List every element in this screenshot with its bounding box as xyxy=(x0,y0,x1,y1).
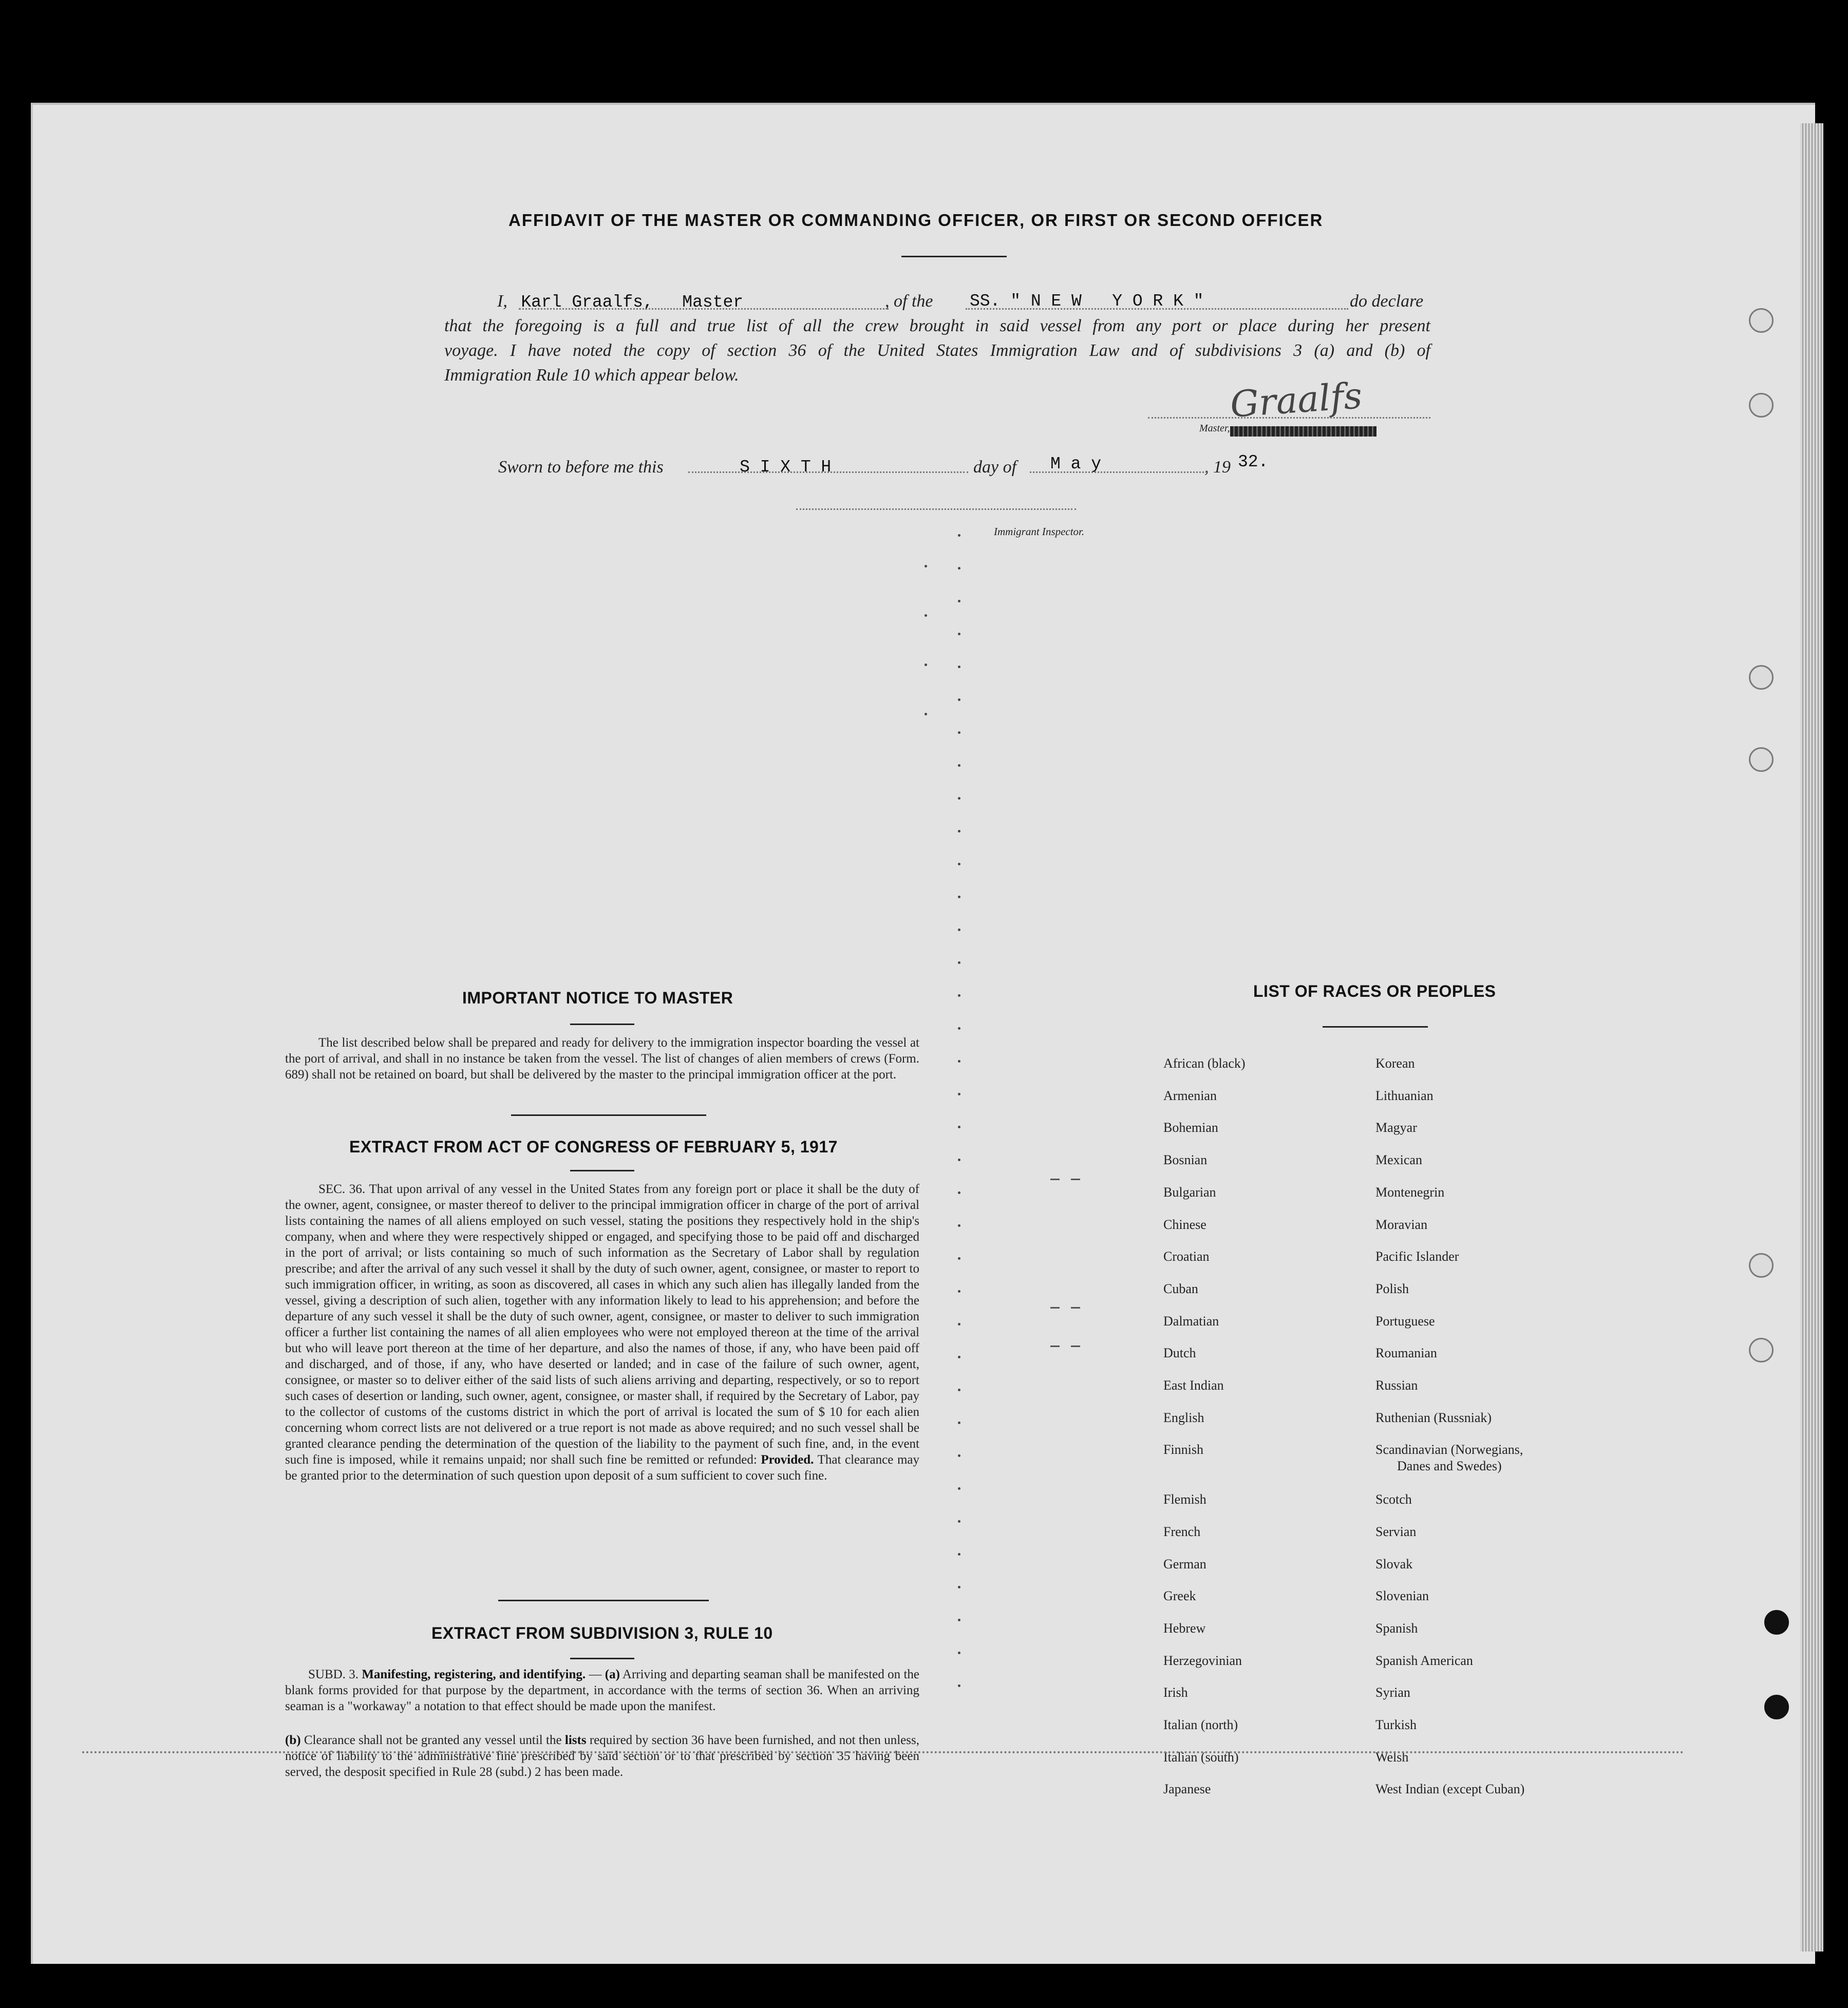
of-the-label: , of the xyxy=(885,292,933,311)
race-item: French xyxy=(1163,1524,1201,1539)
race-item: Cuban xyxy=(1163,1281,1198,1296)
race-item: Dalmatian xyxy=(1163,1313,1219,1329)
signature-caption: Master, xyxy=(1199,423,1230,434)
race-item: Scotch xyxy=(1375,1492,1412,1507)
race-item: English xyxy=(1163,1410,1204,1425)
year-prefix: , 19 xyxy=(1204,458,1231,477)
year-value: 32. xyxy=(1238,452,1269,471)
race-item: Chinese xyxy=(1163,1217,1206,1232)
act-body-end: That clearance may be granted prior to the determination of such question upon deposit of a sum sufficient to cover such fine. xyxy=(285,1453,919,1483)
race-item: Pacific Islander xyxy=(1375,1249,1459,1264)
crease-dot xyxy=(958,1323,960,1325)
subd-b-lists: lists xyxy=(564,1733,587,1747)
race-item: Mexican xyxy=(1375,1152,1422,1168)
day-value: S I X T H xyxy=(740,458,832,477)
act-divider xyxy=(498,1600,709,1601)
crease-dot xyxy=(958,896,960,898)
race-item: Slovak xyxy=(1375,1556,1413,1571)
crease-dash xyxy=(1071,1179,1080,1180)
month-value: M a y xyxy=(1050,454,1102,473)
races-title: LIST OF RACES OR PEOPLES xyxy=(1253,982,1496,1000)
race-item: Ruthenian (Russniak) xyxy=(1375,1410,1492,1425)
binder-hole xyxy=(1749,1338,1774,1362)
race-item: Turkish xyxy=(1375,1717,1417,1732)
signature-line xyxy=(1148,417,1430,419)
binder-hole xyxy=(1764,1610,1789,1635)
crease-dot xyxy=(958,1586,960,1588)
race-item: Montenegrin xyxy=(1375,1184,1445,1200)
inspector-caption: Immigrant Inspector. xyxy=(994,525,1085,538)
crease-dot xyxy=(958,633,960,635)
race-item: Finnish xyxy=(1163,1442,1204,1457)
crease-dot xyxy=(925,664,927,666)
act-body: SEC. 36. That upon arrival of any vessel in the United States from any foreign port or place it shall be the duty of the owner, agent, consignee, or master thereof to deliver to the principal immigration officer in charge of the port of arrival lists containing the names of all aliens employed on such vessel, stating the positions they respectively hold in the ship's company, when and where they were respectively shipped or engaged, and specifying those to be paid off and discharged in the port of arrival; or lists containing so much of such information as the Secretary of Labor shall by regulation prescribe; and after the arrival of any such vessel it shall by the duty of such owner, agent, consignee, or master to report to such immigration officer, in writing, as soon as discovered, all cases in which any such alien has illegally landed from the vessel, giving a description of such alien, together with any information likely to lead to his apprehension; and before the departure of any such vessel it shall be the duty of such owner, agent, consignee, or master to deliver to such immigration officer a further list containing the names of all alien employees who were not employed thereon at the time of the arrival but who will leave port thereon at the time of her departure, and also the names of those, if any, who have been paid off and discharged, and of those, if any, who have deserted or landed; and in case of the failure of such owner, agent, consignee, or master so to deliver either of the said lists of such aliens arriving and departing, respectively, or so to report such cases of desertion or landing, such owner, agent, consignee, or master shall, if required by the Secretary of Labor, pay to the collector of customs of the customs district in which the port of arrival is located the sum of $ 10 for each alien concerning whom correct lists are not delivered or a true report is not made as above required; and no such vessel shall be granted clearance pending the determination of the question of the liability to the payment of such fine, and, in the event such fine is imposed, while it remains unpaid; nor shall such fine be remitted or refunded: xyxy=(285,1182,919,1467)
month-field-line xyxy=(1030,471,1207,473)
affidavit-title: AFFIDAVIT OF THE MASTER OR COMMANDING OFFICER, OR FIRST OR SECOND OFFICER xyxy=(508,211,1324,230)
crease-dot xyxy=(958,1356,960,1358)
inspector-signature-line xyxy=(796,508,1076,510)
day-of-label: day of xyxy=(973,458,1017,477)
binder-hole xyxy=(1749,747,1774,772)
race-item: Spanish American xyxy=(1375,1653,1473,1668)
race-item: Hebrew xyxy=(1163,1620,1206,1636)
crease-dot xyxy=(958,567,960,570)
crease-dot xyxy=(958,764,960,767)
race-item: Armenian xyxy=(1163,1088,1217,1103)
rule-text-b xyxy=(285,1732,919,1780)
crease-dot xyxy=(958,1159,960,1161)
bottom-dotted-fold xyxy=(82,1751,1685,1753)
race-item: Irish xyxy=(1163,1685,1188,1700)
race-item: Bulgarian xyxy=(1163,1184,1216,1200)
act-provided: Provided. xyxy=(761,1453,814,1467)
act-title: EXTRACT FROM ACT OF CONGRESS OF FEBRUARY 5, 1917 xyxy=(349,1138,838,1156)
crease-dot xyxy=(958,731,960,734)
race-item-continued: Danes and Swedes) xyxy=(1397,1458,1502,1474)
race-item: Dutch xyxy=(1163,1346,1196,1361)
crease-dash xyxy=(1071,1346,1080,1347)
binder-hole xyxy=(1749,308,1774,333)
crease-dot xyxy=(958,830,960,832)
subd-a-label: (a) xyxy=(605,1668,620,1681)
binder-hole xyxy=(1749,665,1774,690)
race-item: Syrian xyxy=(1375,1685,1410,1700)
vessel-field-line xyxy=(966,308,1348,310)
i-label: I, xyxy=(497,292,507,311)
race-item: African (black) xyxy=(1163,1056,1246,1071)
crease-dot xyxy=(958,1290,960,1293)
master-name: Karl Graalfs, xyxy=(521,293,653,312)
race-item: Greek xyxy=(1163,1588,1196,1604)
master-rank: Master xyxy=(682,293,744,312)
name-field-line xyxy=(519,308,889,310)
crease-dot xyxy=(925,614,927,617)
subd-label: SUBD. 3. xyxy=(308,1668,359,1681)
race-item: Polish xyxy=(1375,1281,1409,1296)
crease-dot xyxy=(958,1027,960,1030)
notice-title: IMPORTANT NOTICE TO MASTER xyxy=(462,989,733,1007)
crease-dot xyxy=(958,797,960,800)
race-item: Bosnian xyxy=(1163,1152,1208,1168)
day-field-line xyxy=(688,471,968,473)
crease-dot xyxy=(958,1093,960,1095)
race-item: Japanese xyxy=(1163,1782,1211,1797)
crease-dash xyxy=(1050,1307,1060,1309)
crease-dot xyxy=(958,600,960,602)
crease-dot xyxy=(925,565,927,567)
race-item: Herzegovinian xyxy=(1163,1653,1242,1668)
subd-b-text: Clearance shall not be granted any vessel until the xyxy=(304,1733,562,1747)
race-item: German xyxy=(1163,1556,1206,1571)
crease-dot xyxy=(958,1454,960,1457)
strikethrough-block xyxy=(1230,426,1376,437)
crease-dash xyxy=(1071,1307,1080,1309)
signature-text: Graalfs xyxy=(1229,374,1364,426)
affidavit-line-2: that the foregoing is a full and true list of all the crew brought in said vessel from any port or place during her present xyxy=(444,316,1430,335)
affidavit-line-4: Immigration Rule 10 which appear below. xyxy=(444,366,739,385)
race-item: Magyar xyxy=(1375,1120,1417,1135)
crease-dash xyxy=(1050,1346,1060,1347)
crease-dot xyxy=(958,1389,960,1391)
rule-underline xyxy=(570,1658,634,1659)
race-item: Croatian xyxy=(1163,1249,1210,1264)
crease-dot xyxy=(958,1257,960,1260)
crease-dot xyxy=(958,1684,960,1687)
crease-dot xyxy=(958,1652,960,1654)
act-text xyxy=(285,1181,919,1484)
title-underline xyxy=(901,256,1007,257)
race-item: Flemish xyxy=(1163,1492,1206,1507)
crease-dot xyxy=(925,713,927,715)
race-item: Bohemian xyxy=(1163,1120,1218,1135)
binder-hole xyxy=(1749,393,1774,418)
crease-dot xyxy=(958,666,960,668)
crease-dot xyxy=(958,1191,960,1194)
crease-dot xyxy=(958,1126,960,1128)
do-declare-label: do declare xyxy=(1350,292,1424,311)
rule-text-a: SUBD. 3. Manifesting, registering, and identifying. — (a) Arriving and departing seaman shall be manifested on the blank forms provided for that purpose by the department, in accordance with the terms of section 36. When an arriving seaman is a "workaway" a notation to that effect should be made upon the manifest. xyxy=(285,1668,919,1713)
subd-b-text-end: required by section 36 have been furnished, and not then unless, notice of liability to the administrative fine prescribed by said section or to that prescribed by section 35 having been served, the desposit specified in Rule 28 (subd.) 2 has been made. xyxy=(285,1733,919,1779)
notice-text: The list described below shall be prepared and ready for delivery to the immigration inspector boarding the vessel at the port of arrival, and shall in no instance be taken from the vessel. The list of changes of alien members of crews (Form. 689) shall not be retained on board, but shall be delivered by the master to the principal immigration officer at the port. xyxy=(285,1036,919,1082)
page-edge-stack xyxy=(1800,123,1823,1952)
crease-dot xyxy=(958,1619,960,1621)
race-item: Italian (north) xyxy=(1163,1717,1238,1732)
race-item: Spanish xyxy=(1375,1620,1418,1636)
crease-dot xyxy=(958,1060,960,1063)
race-item: Portuguese xyxy=(1375,1313,1435,1329)
races-underline xyxy=(1323,1026,1428,1028)
notice-divider xyxy=(511,1114,706,1116)
vessel-name: SS. " N E W Y O R K " xyxy=(970,292,1204,311)
affidavit-line-1 xyxy=(497,289,1432,315)
subd-b-label: (b) xyxy=(285,1733,301,1747)
crease-dot xyxy=(958,863,960,865)
race-item: Slovenian xyxy=(1375,1588,1429,1604)
subd-a-text: Arriving and departing seaman shall be manifested on the blank forms provided for that purpose by the department, in accordance with the terms of section 36. When an arriving seaman is a "workaway" a notation to that effect should be made upon the manifest. xyxy=(285,1668,919,1713)
sworn-label: Sworn to before me this xyxy=(498,458,664,477)
race-item: Moravian xyxy=(1375,1217,1428,1232)
crease-dot xyxy=(958,961,960,964)
affidavit-line-3: voyage. I have noted the copy of section 36 of the United States Immigration Law and of subdivisions 3 (a) and (b) of xyxy=(444,341,1430,360)
race-item: Scandinavian (Norwegians, xyxy=(1375,1442,1523,1457)
race-item: Russian xyxy=(1375,1378,1418,1393)
crease-dot xyxy=(958,1487,960,1490)
race-item: Roumanian xyxy=(1375,1346,1437,1361)
crease-dot xyxy=(958,1553,960,1556)
race-item: East Indian xyxy=(1163,1378,1224,1393)
crease-dot xyxy=(958,994,960,997)
sworn-line xyxy=(498,454,1279,480)
crease-dot xyxy=(958,1422,960,1424)
race-item: West Indian (except Cuban) xyxy=(1375,1782,1525,1797)
crease-dash xyxy=(1050,1179,1060,1180)
act-underline xyxy=(570,1170,634,1171)
subd-heading: Manifesting, registering, and identifying. xyxy=(362,1668,586,1681)
race-item: Welsh xyxy=(1375,1749,1409,1765)
crease-dot xyxy=(958,1520,960,1523)
crease-dot xyxy=(958,534,960,537)
race-item: Korean xyxy=(1375,1056,1415,1071)
crease-dot xyxy=(958,1224,960,1227)
crease-dot xyxy=(958,698,960,701)
binder-hole xyxy=(1764,1695,1789,1719)
crease-dot xyxy=(958,929,960,931)
race-item: Italian (south) xyxy=(1163,1749,1239,1765)
race-item: Lithuanian xyxy=(1375,1088,1434,1103)
race-item: Servian xyxy=(1375,1524,1417,1539)
rule-title: EXTRACT FROM SUBDIVISION 3, RULE 10 xyxy=(431,1624,773,1642)
notice-underline xyxy=(570,1024,634,1025)
binder-hole xyxy=(1749,1253,1774,1278)
